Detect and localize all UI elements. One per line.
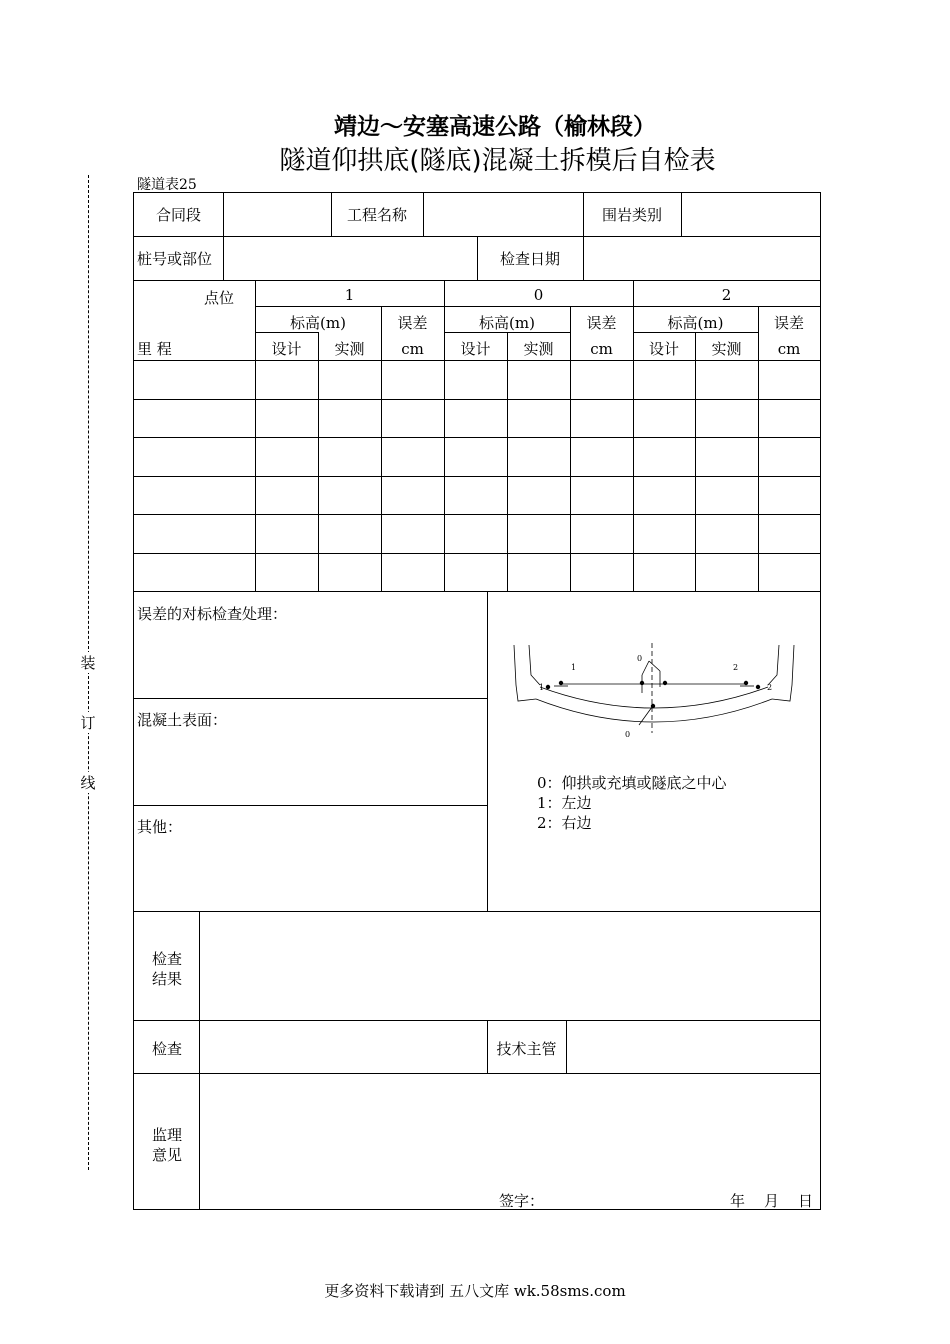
measured-header: 实测 [711, 340, 742, 358]
error-header: 误差 [397, 314, 428, 332]
signature-label: 签字： [499, 1192, 545, 1210]
invert-cross-section-diagram [504, 633, 804, 743]
error-unit: cm [590, 340, 613, 358]
month-label: 月 [764, 1192, 780, 1210]
error-header: 误差 [586, 314, 617, 332]
inspection-form [133, 192, 821, 1210]
mileage-label: 里 程 [137, 340, 172, 358]
tech-supervisor-label: 技术主管 [496, 1040, 557, 1058]
diagram-label: 2 [733, 663, 739, 672]
deviation-label: 误差的对标检查处理： [137, 605, 288, 623]
diagram-label: 1 [539, 683, 545, 692]
measured-header: 实测 [523, 340, 554, 358]
legend-item: 1：左边 [537, 794, 592, 812]
check-value[interactable] [201, 1023, 485, 1069]
result-value[interactable] [201, 915, 817, 1015]
surface-label: 混凝土表面： [137, 711, 228, 729]
error-unit: cm [777, 340, 801, 358]
contract-label: 合同段 [155, 206, 201, 224]
measured-header: 实测 [334, 340, 365, 358]
diagram-legend [537, 773, 727, 833]
design-header: 设计 [460, 340, 491, 358]
point-header: 2 [721, 286, 732, 304]
diagram-label: 1 [571, 663, 577, 672]
station-label: 桩号或部位 [137, 250, 213, 268]
check-date-label: 检查日期 [499, 250, 560, 268]
design-header: 设计 [648, 340, 679, 358]
binding-char: 订 [73, 712, 103, 733]
document-title: 靖边～安塞高速公路（榆林段） [334, 114, 656, 140]
form-title: 隧道仰拱底(隧底)混凝土拆模后自检表 [279, 146, 716, 176]
binding-char: 装 [73, 652, 103, 673]
error-unit: cm [401, 340, 424, 358]
diagram-label: 2 [767, 683, 773, 692]
form-number: 隧道表25 [137, 177, 197, 193]
station-value[interactable] [224, 239, 476, 277]
supervisor-opinion-label: 监理意见 [152, 1126, 183, 1164]
check-label: 检查 [152, 1040, 183, 1058]
legend-item: 2：右边 [537, 814, 592, 832]
project-label: 工程名称 [346, 206, 407, 224]
other-label: 其他： [137, 818, 183, 836]
check-date-value[interactable] [584, 239, 819, 277]
binding-char: 线 [73, 772, 103, 793]
tech-supervisor-value[interactable] [568, 1023, 818, 1069]
project-value[interactable] [424, 195, 582, 233]
result-label: 检查结果 [152, 950, 183, 988]
point-header: 1 [344, 286, 355, 304]
point-label: 点位 [204, 289, 235, 307]
elevation-header: 标高(m) [479, 314, 535, 332]
year-label: 年 [730, 1192, 746, 1210]
supervisor-opinion-value[interactable] [201, 1077, 817, 1187]
design-header: 设计 [271, 340, 302, 358]
day-label: 日 [798, 1192, 814, 1210]
diagram-label: 0 [637, 654, 643, 663]
error-header: 误差 [773, 314, 804, 332]
footer-text: 更多资料下载请到 五八文库 wk.58sms.com [324, 1282, 626, 1300]
point-header: 0 [533, 286, 544, 304]
rock-class-value[interactable] [682, 195, 819, 233]
diagram-label: 0 [625, 730, 631, 739]
legend-item: 0：仰拱或充填或隧底之中心 [537, 774, 727, 792]
elevation-header: 标高(m) [290, 314, 346, 332]
rock-class-label: 围岩类别 [601, 206, 662, 224]
contract-value[interactable] [224, 195, 330, 233]
elevation-header: 标高(m) [667, 314, 724, 332]
